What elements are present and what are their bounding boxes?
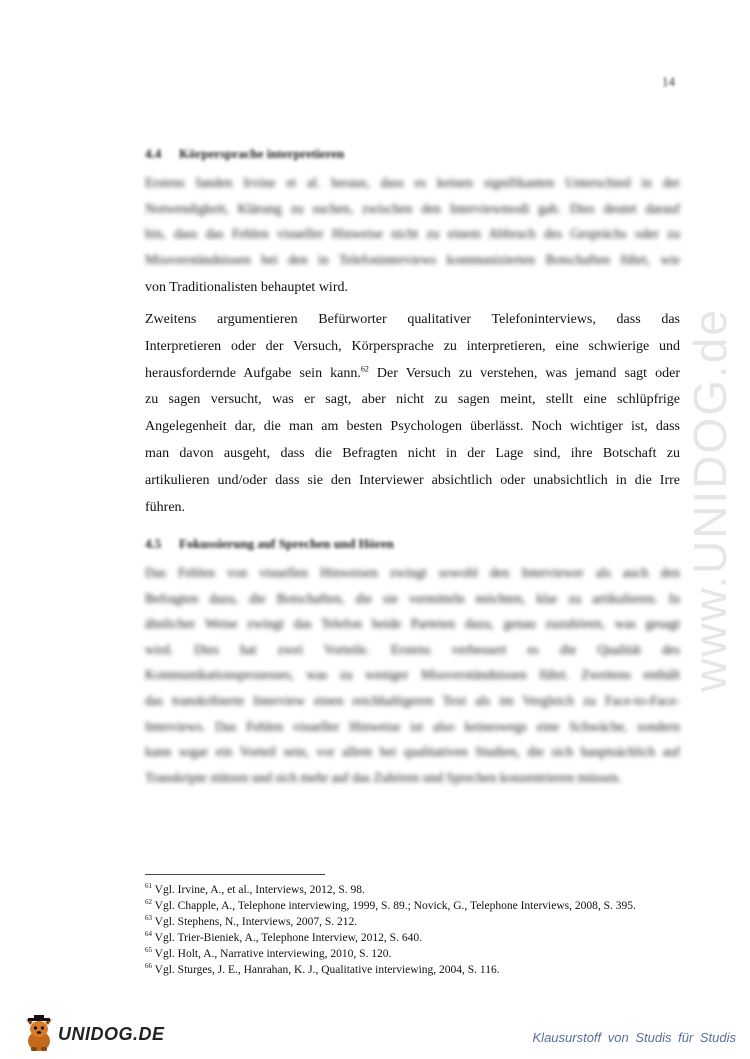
text-segment: Der Versuch zu verstehen, was jemand sagt oder (368, 365, 680, 381)
footnote-number: 66 (145, 962, 152, 971)
footnote (145, 914, 685, 930)
blurred-line: kann sogar ein Vorteil sein, vor allem bei qualitativen Studien, die sich hauptsächlich auf (145, 744, 680, 760)
footnotes (145, 882, 685, 978)
footer-tagline: Klausurstoff von Studis für Studis (532, 1030, 736, 1045)
blurred-line: Notwendigkeit, Klärung zu suchen, zwischen den Interviewmodi gab. Dies deutet darauf (145, 200, 680, 216)
section-number: 4.5 (145, 536, 162, 551)
footnote-separator (145, 874, 325, 875)
section-heading-4-5 (145, 536, 394, 552)
footnote-number: 62 (145, 898, 152, 907)
blurred-line: Interviews. Das Fehlen visueller Hinweise ist also keineswegs eine Schwäche, sondern (145, 718, 680, 734)
footnote-text: Vgl. Sturges, J. E., Hanrahan, K. J., Qualitative interviewing, 2004, S. 116. (154, 964, 500, 976)
footnote (145, 930, 685, 946)
text-line: von Traditionalisten behauptet wird. (145, 280, 348, 295)
footnote-text: Vgl. Chapple, A., Telephone interviewing, 1999, S. 89.; Novick, G., Telephone Interviews, 2008, S. 395. (154, 900, 636, 912)
text-line: Interpretieren oder der Versuch, Körpersprache zu interpretieren, eine schwierige und (145, 338, 680, 354)
logo-text: UNIDOG.DE (58, 1023, 165, 1044)
footnote-text: Vgl. Trier-Bieniek, A., Telephone Interview, 2012, S. 640. (154, 932, 422, 944)
blurred-line: ähnlicher Weise zwingt das Telefon beide Parteien dazu, genau zuzuhören, was gesagt (145, 616, 680, 632)
text-line: Zweitens argumentieren Befürworter qualitativer Telefoninterviews, dass das (145, 312, 680, 327)
text-line: Angelegenheit dar, die man am besten Psychologen überlässt. Noch wichtiger ist, dass (145, 419, 680, 435)
blurred-line: Erstens fanden Irvine et al. heraus, dass es keinen signifikanten Unterschied in der (145, 175, 680, 190)
unidog-logo[interactable] (22, 1014, 165, 1054)
section-heading-4-4 (145, 146, 344, 162)
footnote-text: Vgl. Holt, A., Narrative interviewing, 2010, S. 120. (154, 948, 392, 960)
footnote-text: Vgl. Stephens, N., Interviews, 2007, S. 212. (154, 916, 358, 928)
footnote-number: 65 (145, 946, 152, 955)
paragraph-4-4-clear (145, 275, 680, 302)
paragraph-4-4 (145, 170, 680, 272)
footnote (145, 962, 685, 978)
blurred-line: wird. Dies hat zwei Vorteile. Erstens verbessert es die Qualität des (145, 641, 680, 657)
footnote (145, 898, 685, 914)
text-segment: herausfordernde Aufgabe sein kann. (145, 365, 361, 381)
text-line: artikulieren und/oder dass sie den Interviewer absichtlich oder unabsichtlich in die Irre (145, 472, 680, 488)
section-number: 4.4 (145, 146, 162, 161)
blurred-line: Befragten dazu, die Botschaften, die sie vermitteln möchten, klar zu artikulieren. In (145, 590, 680, 606)
text-line-with-footnote (145, 361, 680, 388)
paragraph-2 (145, 307, 680, 521)
dog-mascot-icon (22, 1015, 56, 1053)
text-line: führen. (145, 499, 186, 515)
text-line: zu sagen versucht, was er sagt, aber nicht zu sagen meint, stellt eine schlüpfrige (145, 392, 680, 408)
blurred-line: Kommunikationsprozesses, was zu weniger Missverständnissen führt. Zweitens enthält (145, 667, 680, 683)
blurred-line: Das Fehlen von visuellen Hinweisen zwingt sowohl den Interviewer als auch den (145, 565, 680, 580)
watermark (680, 260, 740, 740)
section-title: Körpersprache interpretieren (179, 146, 345, 161)
footnote-number: 61 (145, 882, 152, 891)
footnote-ref[interactable]: 62 (360, 363, 369, 373)
footnote-text: Vgl. Irvine, A., et al., Interviews, 2012, S. 98. (154, 884, 365, 896)
footnote-number: 63 (145, 914, 152, 923)
text-line: man davon ausgeht, dass die Befragten nicht in der Lage sind, ihre Botschaft zu (145, 445, 680, 461)
footnote (145, 946, 685, 962)
footnote-number: 64 (145, 930, 152, 939)
page-number: 14 (662, 74, 675, 89)
blurred-line: Transkripte stützen und sich mehr auf das Zuhören und Sprechen konzentrieren müssen. (145, 769, 622, 785)
blurred-line: hin, dass das Fehlen visueller Hinweise nicht zu einem Abbruch des Gesprächs oder zu (145, 226, 680, 242)
watermark-text: www.UNIDOG.de (684, 308, 737, 692)
paragraph-4-5 (145, 560, 680, 790)
section-title: Fokussierung auf Sprechen und Hören (179, 536, 394, 551)
blurred-line: Missverständnissen bei den in Telefoninterviews kommunizierten Botschaften führt, wie (145, 251, 680, 267)
blurred-line: das transkribierte Interview einen reichhaltigeren Text als im Vergleich zu Face-to-Face- (145, 692, 680, 708)
footnote (145, 882, 685, 898)
